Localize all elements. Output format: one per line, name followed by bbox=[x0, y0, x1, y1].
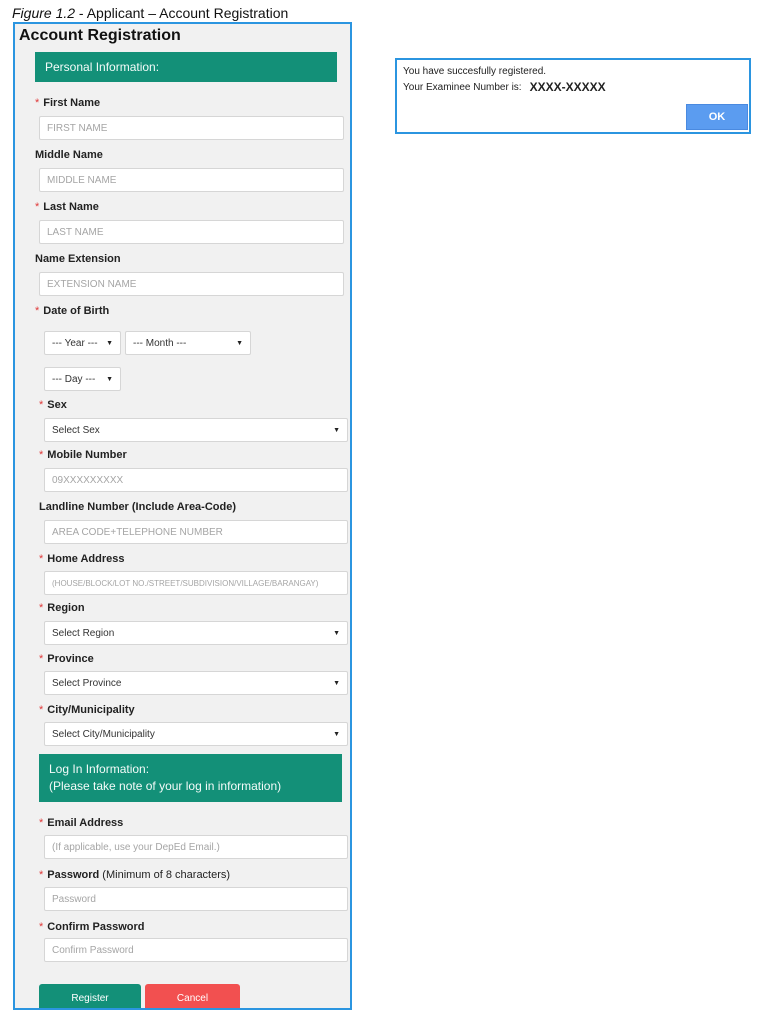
registration-form bbox=[13, 22, 352, 1010]
confirm-password-label bbox=[39, 921, 144, 933]
first-name-label-text: First Name bbox=[43, 97, 101, 109]
region-select-value: Select Region bbox=[52, 627, 115, 639]
city-select[interactable] bbox=[44, 722, 348, 746]
figure-caption bbox=[12, 5, 288, 21]
first-name-input[interactable] bbox=[39, 116, 344, 140]
middle-name-placeholder: MIDDLE NAME bbox=[47, 174, 117, 186]
birth-day-value: --- Day --- bbox=[52, 373, 96, 385]
mobile-number-input[interactable] bbox=[44, 468, 348, 492]
required-mark: * bbox=[39, 449, 44, 461]
sex-select-value: Select Sex bbox=[52, 424, 100, 436]
required-mark: * bbox=[35, 97, 40, 109]
middle-name-input[interactable] bbox=[39, 168, 344, 192]
home-address-label-text: Home Address bbox=[47, 553, 125, 565]
figure-number: Figure 1.2 bbox=[12, 5, 76, 21]
mobile-number-placeholder: 09XXXXXXXXX bbox=[52, 474, 124, 486]
examinee-number-row bbox=[403, 80, 606, 94]
password-label-text: Password bbox=[47, 869, 100, 881]
landline-placeholder: AREA CODE+TELEPHONE NUMBER bbox=[52, 526, 223, 538]
caret-down-icon: ▼ bbox=[333, 679, 340, 687]
name-extension-input[interactable] bbox=[39, 272, 344, 296]
personal-info-header-text: Personal Information: bbox=[45, 59, 160, 74]
last-name-placeholder: LAST NAME bbox=[47, 226, 104, 238]
registration-success-dialog bbox=[395, 58, 751, 134]
name-extension-label: Name Extension bbox=[35, 253, 121, 265]
date-of-birth-label bbox=[35, 305, 109, 317]
email-input[interactable] bbox=[44, 835, 348, 859]
last-name-label-text: Last Name bbox=[43, 201, 99, 213]
email-label bbox=[39, 817, 123, 829]
caret-down-icon: ▼ bbox=[236, 339, 243, 347]
email-label-text: Email Address bbox=[47, 817, 124, 829]
examinee-number-value: XXXX-XXXXX bbox=[529, 80, 606, 94]
province-label bbox=[39, 653, 94, 665]
sex-label bbox=[39, 399, 67, 411]
landline-input[interactable] bbox=[44, 520, 348, 544]
required-mark: * bbox=[39, 869, 44, 881]
required-mark: * bbox=[39, 553, 44, 565]
required-mark: * bbox=[39, 653, 44, 665]
province-label-text: Province bbox=[47, 653, 94, 665]
home-address-label bbox=[39, 553, 125, 565]
province-select[interactable] bbox=[44, 671, 348, 695]
login-info-header bbox=[39, 754, 342, 802]
name-extension-placeholder: EXTENSION NAME bbox=[47, 278, 137, 290]
last-name-input[interactable] bbox=[39, 220, 344, 244]
required-mark: * bbox=[35, 201, 40, 213]
success-message: You have succesfully registered. bbox=[403, 66, 547, 77]
password-note: (Minimum of 8 characters) bbox=[99, 869, 231, 881]
confirm-password-placeholder: Confirm Password bbox=[52, 944, 134, 956]
password-input[interactable] bbox=[44, 887, 348, 911]
landline-label: Landline Number (Include Area-Code) bbox=[39, 501, 237, 513]
form-title: Account Registration bbox=[19, 27, 181, 44]
caret-down-icon: ▼ bbox=[333, 426, 340, 434]
required-mark: * bbox=[39, 817, 44, 829]
mobile-number-label-text: Mobile Number bbox=[47, 449, 127, 461]
ok-button[interactable]: OK bbox=[686, 104, 748, 130]
caret-down-icon: ▼ bbox=[333, 629, 340, 637]
province-select-value: Select Province bbox=[52, 677, 122, 689]
password-placeholder: Password bbox=[52, 893, 96, 905]
cancel-button[interactable]: Cancel bbox=[145, 984, 240, 1010]
birth-year-value: --- Year --- bbox=[52, 337, 98, 349]
figure-title: - Applicant – Account Registration bbox=[75, 5, 289, 21]
examinee-number-label: Your Examinee Number is: bbox=[403, 81, 522, 93]
required-mark: * bbox=[35, 305, 40, 317]
birth-day-select[interactable] bbox=[44, 367, 121, 391]
login-info-header-line1: Log In Information: bbox=[49, 762, 150, 776]
city-label-text: City/Municipality bbox=[47, 704, 135, 716]
email-placeholder: (If applicable, use your DepEd Email.) bbox=[52, 841, 220, 853]
middle-name-label: Middle Name bbox=[35, 149, 103, 161]
confirm-password-input[interactable] bbox=[44, 938, 348, 962]
birth-month-select[interactable] bbox=[125, 331, 251, 355]
required-mark: * bbox=[39, 704, 44, 716]
home-address-input[interactable] bbox=[44, 571, 348, 595]
password-label bbox=[39, 869, 230, 881]
sex-select[interactable] bbox=[44, 418, 348, 442]
confirm-password-label-text: Confirm Password bbox=[47, 921, 145, 933]
login-info-header-line2: (Please take note of your log in information) bbox=[49, 779, 282, 793]
city-select-value: Select City/Municipality bbox=[52, 728, 155, 740]
home-address-placeholder: (HOUSE/BLOCK/LOT NO./STREET/SUBDIVISION/VILLAGE/BARANGAY) bbox=[52, 578, 319, 588]
register-button[interactable]: Register bbox=[39, 984, 141, 1010]
date-of-birth-label-text: Date of Birth bbox=[43, 305, 110, 317]
sex-label-text: Sex bbox=[47, 399, 67, 411]
last-name-label bbox=[35, 201, 99, 213]
birth-month-value: --- Month --- bbox=[133, 337, 187, 349]
region-select[interactable] bbox=[44, 621, 348, 645]
required-mark: * bbox=[39, 399, 44, 411]
caret-down-icon: ▼ bbox=[106, 339, 113, 347]
required-mark: * bbox=[39, 602, 44, 614]
city-label bbox=[39, 704, 135, 716]
first-name-placeholder: FIRST NAME bbox=[47, 122, 108, 134]
required-mark: * bbox=[39, 921, 44, 933]
caret-down-icon: ▼ bbox=[106, 375, 113, 383]
caret-down-icon: ▼ bbox=[333, 730, 340, 738]
birth-year-select[interactable] bbox=[44, 331, 121, 355]
mobile-number-label bbox=[39, 449, 127, 461]
region-label bbox=[39, 602, 85, 614]
region-label-text: Region bbox=[47, 602, 85, 614]
personal-info-header bbox=[35, 52, 337, 82]
first-name-label bbox=[35, 97, 100, 109]
